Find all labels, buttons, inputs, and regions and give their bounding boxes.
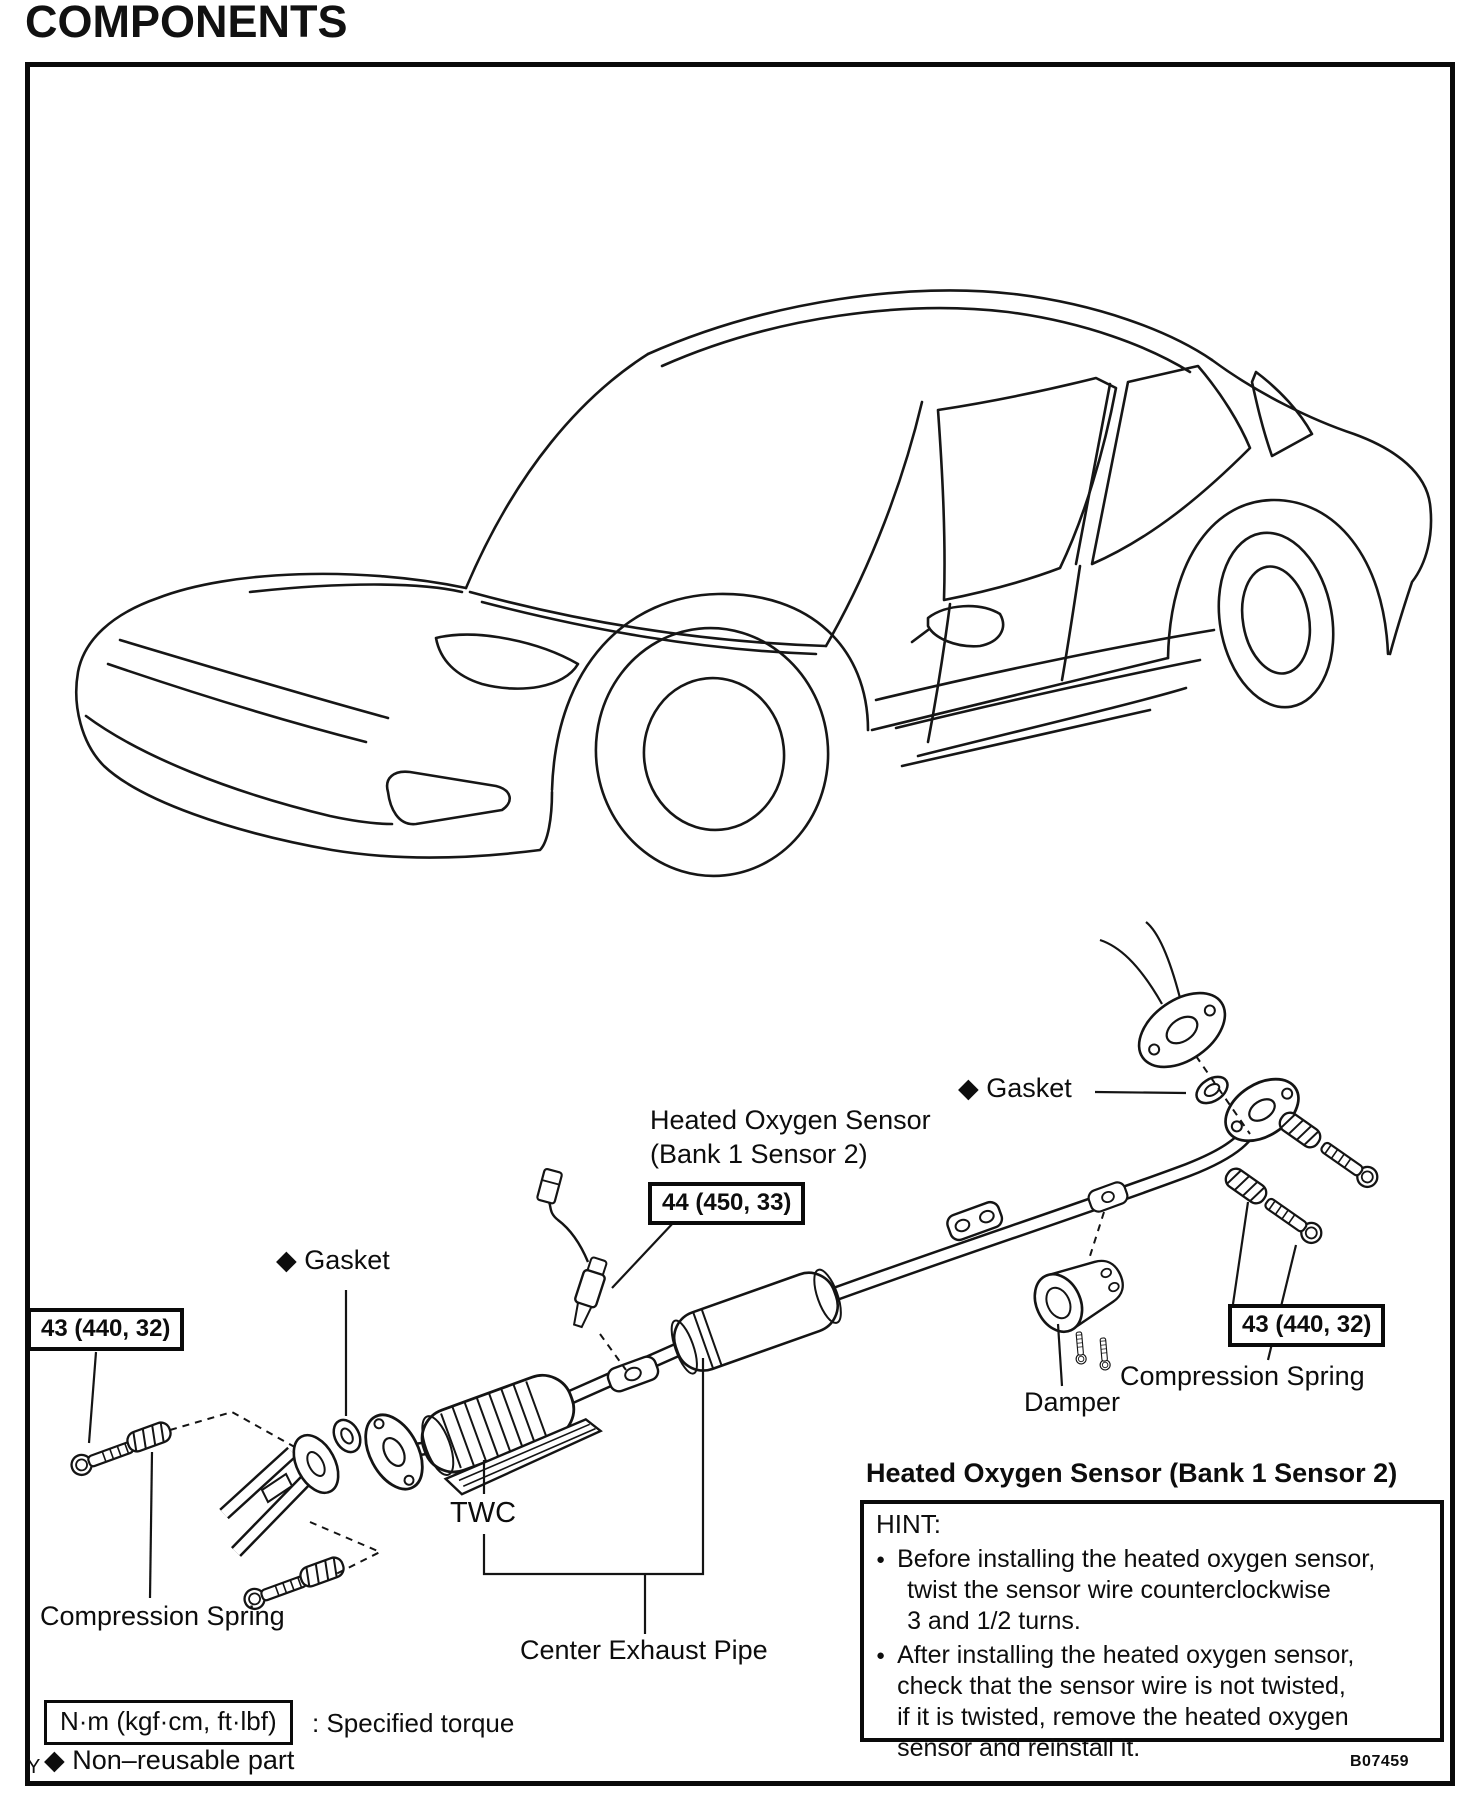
hint-bullet-1 [876, 1544, 1430, 1636]
label-compression-spring-left: Compression Spring [40, 1601, 285, 1631]
figure-code: B07459 [1350, 1753, 1410, 1770]
oxygen-sensor [537, 1168, 610, 1329]
legend-non-reusable: ◆ Non–reusable part [44, 1745, 295, 1775]
label-compression-spring-right: Compression Spring [1120, 1361, 1365, 1391]
torque-box-left: 43 (440, 32) [27, 1308, 184, 1351]
label-gasket-left: ◆ Gasket [276, 1245, 390, 1275]
damper-bolt-icon [1074, 1332, 1087, 1365]
label-gasket-right: ◆ Gasket [958, 1073, 1072, 1103]
tailpipe-flange [1214, 1066, 1309, 1153]
label-twc: TWC [450, 1497, 517, 1529]
hint-bullet-2-line: After installing the heated oxygen sensor, [897, 1641, 1355, 1670]
legend-torque-desc: : Specified torque [312, 1708, 515, 1738]
bullet-icon: ● [876, 1551, 886, 1568]
support-plate [1125, 978, 1238, 1082]
hint-bullet-1-line: twist the sensor wire counterclockwise [907, 1575, 1331, 1604]
hint-bullet-1-line: 3 and 1/2 turns. [907, 1606, 1081, 1635]
hint-heading: HINT: [876, 1509, 941, 1539]
resonator [666, 1265, 847, 1379]
page-title: COMPONENTS [25, 0, 348, 47]
torque-box-o2: 44 (450, 33) [648, 1182, 805, 1225]
pipe-bracket [605, 1354, 660, 1394]
rear-wheel [1206, 524, 1347, 717]
damper-bracket [1086, 1180, 1129, 1214]
twc-converter [414, 1361, 605, 1501]
label-o2-sensor-line2: (Bank 1 Sensor 2) [650, 1139, 868, 1169]
label-center-exhaust-pipe: Center Exhaust Pipe [520, 1635, 768, 1665]
damper-bolt-icon [1098, 1338, 1111, 1371]
hint-bullet-2-line: sensor and reinstall it. [897, 1733, 1141, 1762]
hanger-wires [1100, 922, 1180, 1004]
legend-torque-box: N·m (kgf·cm, ft·lbf) [44, 1700, 293, 1745]
gasket-ring-right [1192, 1072, 1232, 1109]
hint-bullet-1-line: Before installing the heated oxygen sensor, [897, 1545, 1376, 1573]
hint-bullet-2-line: check that the sensor wire is not twisted, [897, 1672, 1346, 1700]
car-line-drawing [76, 290, 1431, 887]
torque-box-right: 43 (440, 32) [1228, 1304, 1385, 1347]
bullet-icon: ● [876, 1647, 886, 1665]
gasket-ring-left [328, 1415, 365, 1456]
label-damper: Damper [1024, 1387, 1121, 1417]
page-marker: Y [27, 1756, 41, 1778]
label-o2-sensor-line1: Heated Oxygen Sensor [650, 1105, 931, 1135]
hint-bullet-2 [876, 1640, 1430, 1763]
hint-title: Heated Oxygen Sensor (Bank 1 Sensor 2) [866, 1458, 1398, 1488]
damper-part [1026, 1247, 1133, 1339]
front-wheel [584, 617, 841, 888]
hint-bullet-2-line: if it is twisted, remove the heated oxygen [897, 1702, 1349, 1731]
